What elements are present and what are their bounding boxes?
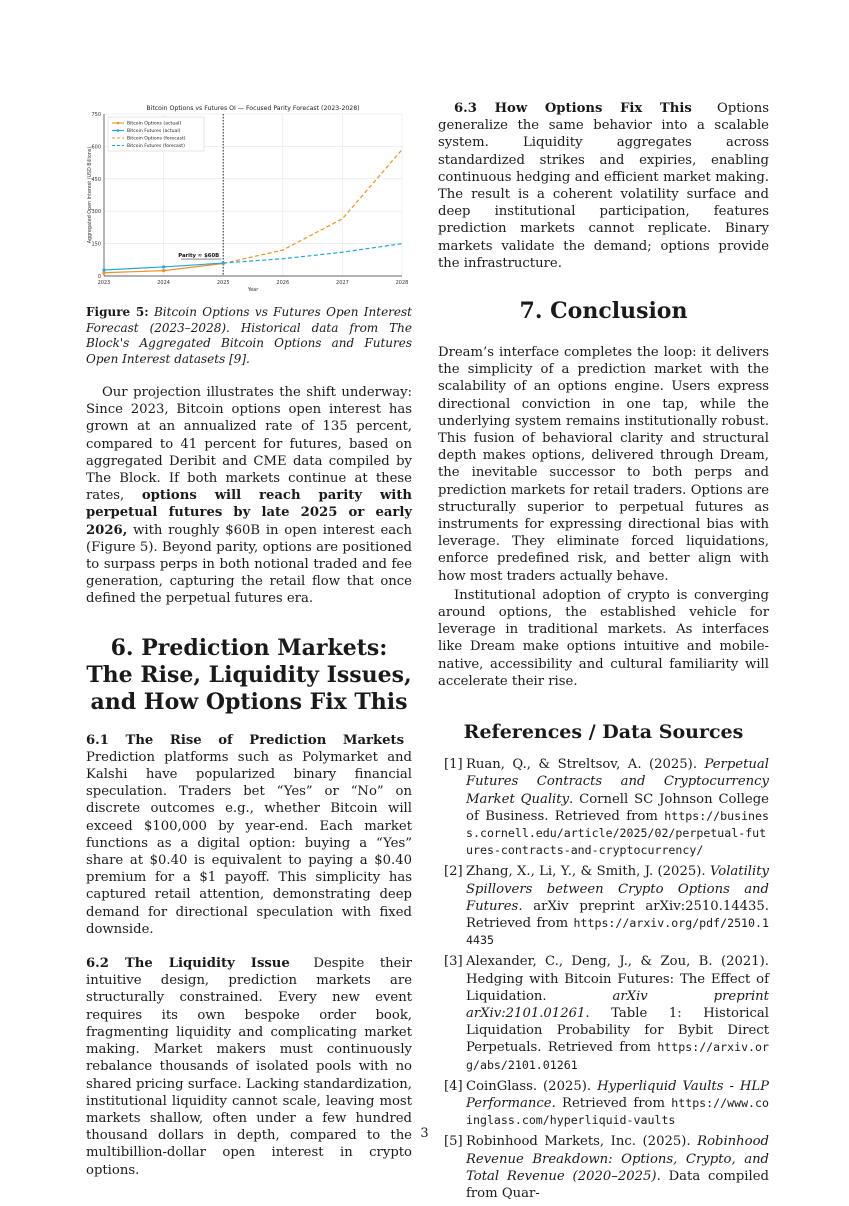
data-point [162,269,165,272]
reference-title: Volatility Spillovers between Crypto Options and Futures [466,864,769,914]
legend-marker [117,122,120,125]
conclusion-title: 7. Conclusion [519,298,688,325]
parity-annotation: Parity ≈ $60B [178,253,220,260]
legend-label: Bitcoin Futures (actual) [127,129,181,135]
figure-caption-label: Figure 5: [86,305,149,319]
reference-details: . Retrieved from [551,1095,665,1111]
reference-item [438,1133,769,1202]
section-6-2-text: Despite their intuitive design, prediction markets are structurally constrained. Every new event requires its own bespoke order book, fragmenting liquidity and complicating market making. Market makers must continuously rebalance thousands of isolated pools with no shared pricing surface. Lacking standardization, institutional liquidity cannot scale, leaving most markets shallow, often under a few hundred thousand dollars in depth, compared to the multibillion-dollar open interest in crypto options. [86,956,412,1178]
reference-details: . Data compiled from Quar- [466,1168,769,1201]
y-tick-label: 450 [91,176,101,183]
reference-url: https://arxiv.org/pdf/2510.14435 [466,915,769,948]
x-tick-label: 2025 [216,280,230,286]
reference-details: . arXiv preprint arXiv:2510.14435. Retrieved from [466,898,769,931]
y-axis-label: Aggregated Open Interest (USD Billions) [88,146,93,244]
data-point [102,268,105,271]
reference-number: [5] [444,1134,463,1150]
reference-url: https://arxiv.org/abs/2101.01261 [466,1040,769,1072]
reference-title: Robinhood Revenue Breakdown: Options, Crypto, and Total Revenue (2020–2025) [466,1134,769,1184]
reference-item [438,953,769,1073]
reference-number: [1] [444,757,463,773]
section-6-3-title: 6.3 How Options Fix This [454,101,692,116]
x-tick-label: 2024 [157,280,170,286]
reference-item [438,863,769,949]
page-number: 3 [420,1126,429,1141]
reference-url: https://business.cornell.edu/article/2025/02/perpetual-futures-contracts-and-cryptocurrency/ [466,808,769,858]
projection-bold: options will reach parity with perpetual futures by late 2025 or early 2026, [86,488,412,538]
left-column [86,100,412,1179]
x-tick-label: 2027 [336,280,349,286]
reference-authors: Zhang, X., Li, Y., & Smith, J. (2025). [466,864,706,880]
x-tick-label: 2028 [395,280,409,286]
section-6-1-title: 6.1 The Rise of Prediction Markets [86,732,404,748]
legend-label: Bitcoin Futures (forecast) [127,144,185,150]
x-tick-label: 2026 [276,280,290,286]
y-tick-label: 600 [91,144,101,151]
y-tick-label: 750 [91,112,101,118]
legend-label: Bitcoin Options (forecast) [127,136,186,142]
reference-title: Perpetual Futures Contracts and Cryptocurrency Market Quality [466,757,769,807]
reference-authors: CoinGlass. (2025). [466,1078,592,1094]
oi-forecast-chart [86,100,412,300]
chart-title: Bitcoin Options vs Futures OI — Focused Parity Forecast (2023-2028) [146,105,360,112]
figure-caption [86,305,412,367]
projection-text: Our projection illustrates the shift underway: Since 2023, Bitcoin options open interest has grown at an annualized rate of 135 percent, compared to 41 percent for futures, based on aggregated Deribit and CME data compiled by The Block. If both markets continue at these rates, [86,385,412,504]
figure-caption-text: Bitcoin Options vs Futures Open Interest Forecast (2023–2028). Historical data from The Block's Aggregated Bitcoin Options and Futures Open Interest datasets [9]. [86,305,412,366]
reference-title: arXiv preprint arXiv:2101.01261 [466,988,769,1021]
section-6-1-text: Prediction platforms such as Polymarket and Kalshi have popularized binary financial speculation. Traders bet “Yes” or “No” on discrete outcomes e.g., whether Bitcoin will exceed $100,000 by year-end. Each market functions as a digital option: buying a “Yes” share at $0.40 is equivalent to paying a $0.40 premium for a $1 payoff. This simplicity has captured retail attention, demonstrating deep demand for directional speculation with fixed downside. [86,749,412,937]
conclusion-p2: Institutional adoption of crypto is converging around options, the established vehicle for leverage in traditional markets. As interfaces like Dream make options intuitive and mobile-native, accessibility and cultural familiarity will accelerate their rise. [438,587,769,689]
data-point [162,265,165,268]
reference-title: Hyperliquid Vaults - HLP Performance [466,1078,769,1111]
reference-url: https://www.coinglass.com/hyperliquid-vaults [466,1095,769,1128]
reference-details: . Cornell SC Johnson College of Business. Retrieved from [466,791,769,824]
reference-details: . Table 1: Historical Liquidation Probability for Bybit Direct Perpetuals. Retrieved from [466,1005,769,1056]
reference-authors: Robinhood Markets, Inc. (2025). [466,1134,691,1150]
section-6-2-title: 6.2 The Liquidity Issue [86,956,290,972]
section-6-title: 6. Prediction Markets: The Rise, Liquidity Issues, and How Options Fix This [86,634,412,715]
legend-marker [117,129,120,132]
section-6-2 [86,955,412,1179]
legend [108,117,204,151]
reference-item [438,756,769,859]
legend-label: Bitcoin Options (actual) [127,121,182,127]
series-line-3 [223,244,402,263]
y-tick-label: 300 [91,209,101,216]
reference-item [438,1078,769,1130]
references-title: References / Data Sources [463,721,744,744]
reference-number: [3] [444,954,463,970]
figure-5 [86,100,412,300]
reference-authors: Alexander, C., Deng, J., & Zou, B. (2021). Hedging with Bitcoin Futures: The Effect of Liquidation. [466,954,769,1004]
conclusion-p1: Dream’s interface completes the loop: it delivers the simplicity of a prediction market with the scalability of an options engine. Users express directional conviction in one tap, while the underlying system remains institutionally robust. This fusion of behavioral clarity and structural depth makes options, delivered through Dream, the inevitable successor to both perps and prediction markets for retail traders. Options are structurally superior to perpetual futures as instruments for expressing directional bias with leverage. They eliminate forced liquidations, enforce predefined risk, and better align with how most traders actually behave. [438,345,769,584]
projection-paragraph [86,384,412,608]
x-axis-label: Year [247,287,259,293]
section-6-1 [86,732,412,938]
reference-number: [4] [444,1078,463,1094]
section-6-3 [438,100,769,272]
section-6-3-text: Options generalize the same behavior into a scalable system. Liquidity aggregates across standardized strikes and expiries, enabling continuous hedging and efficient market making. The result is a coherent volatility surface and deep institutional participation, features prediction markets cannot replicate. Binary markets validate the demand; options provide the infrastructure. [438,101,769,271]
data-point [102,271,105,274]
series-line-2 [223,150,402,264]
reference-number: [2] [444,864,463,880]
projection-text-end: with roughly $60B in open interest each (Figure 5). Beyond parity, options are positioned to surpass perps in both notional traded and fee generation, capturing the retail flow that once defined the perpetual futures era. [86,522,413,607]
x-tick-label: 2023 [97,280,111,286]
y-tick-label: 0 [97,274,101,280]
right-column [438,100,769,1206]
y-tick-label: 150 [91,241,101,248]
reference-authors: Ruan, Q., & Streltsov, A. (2025). [466,757,698,773]
